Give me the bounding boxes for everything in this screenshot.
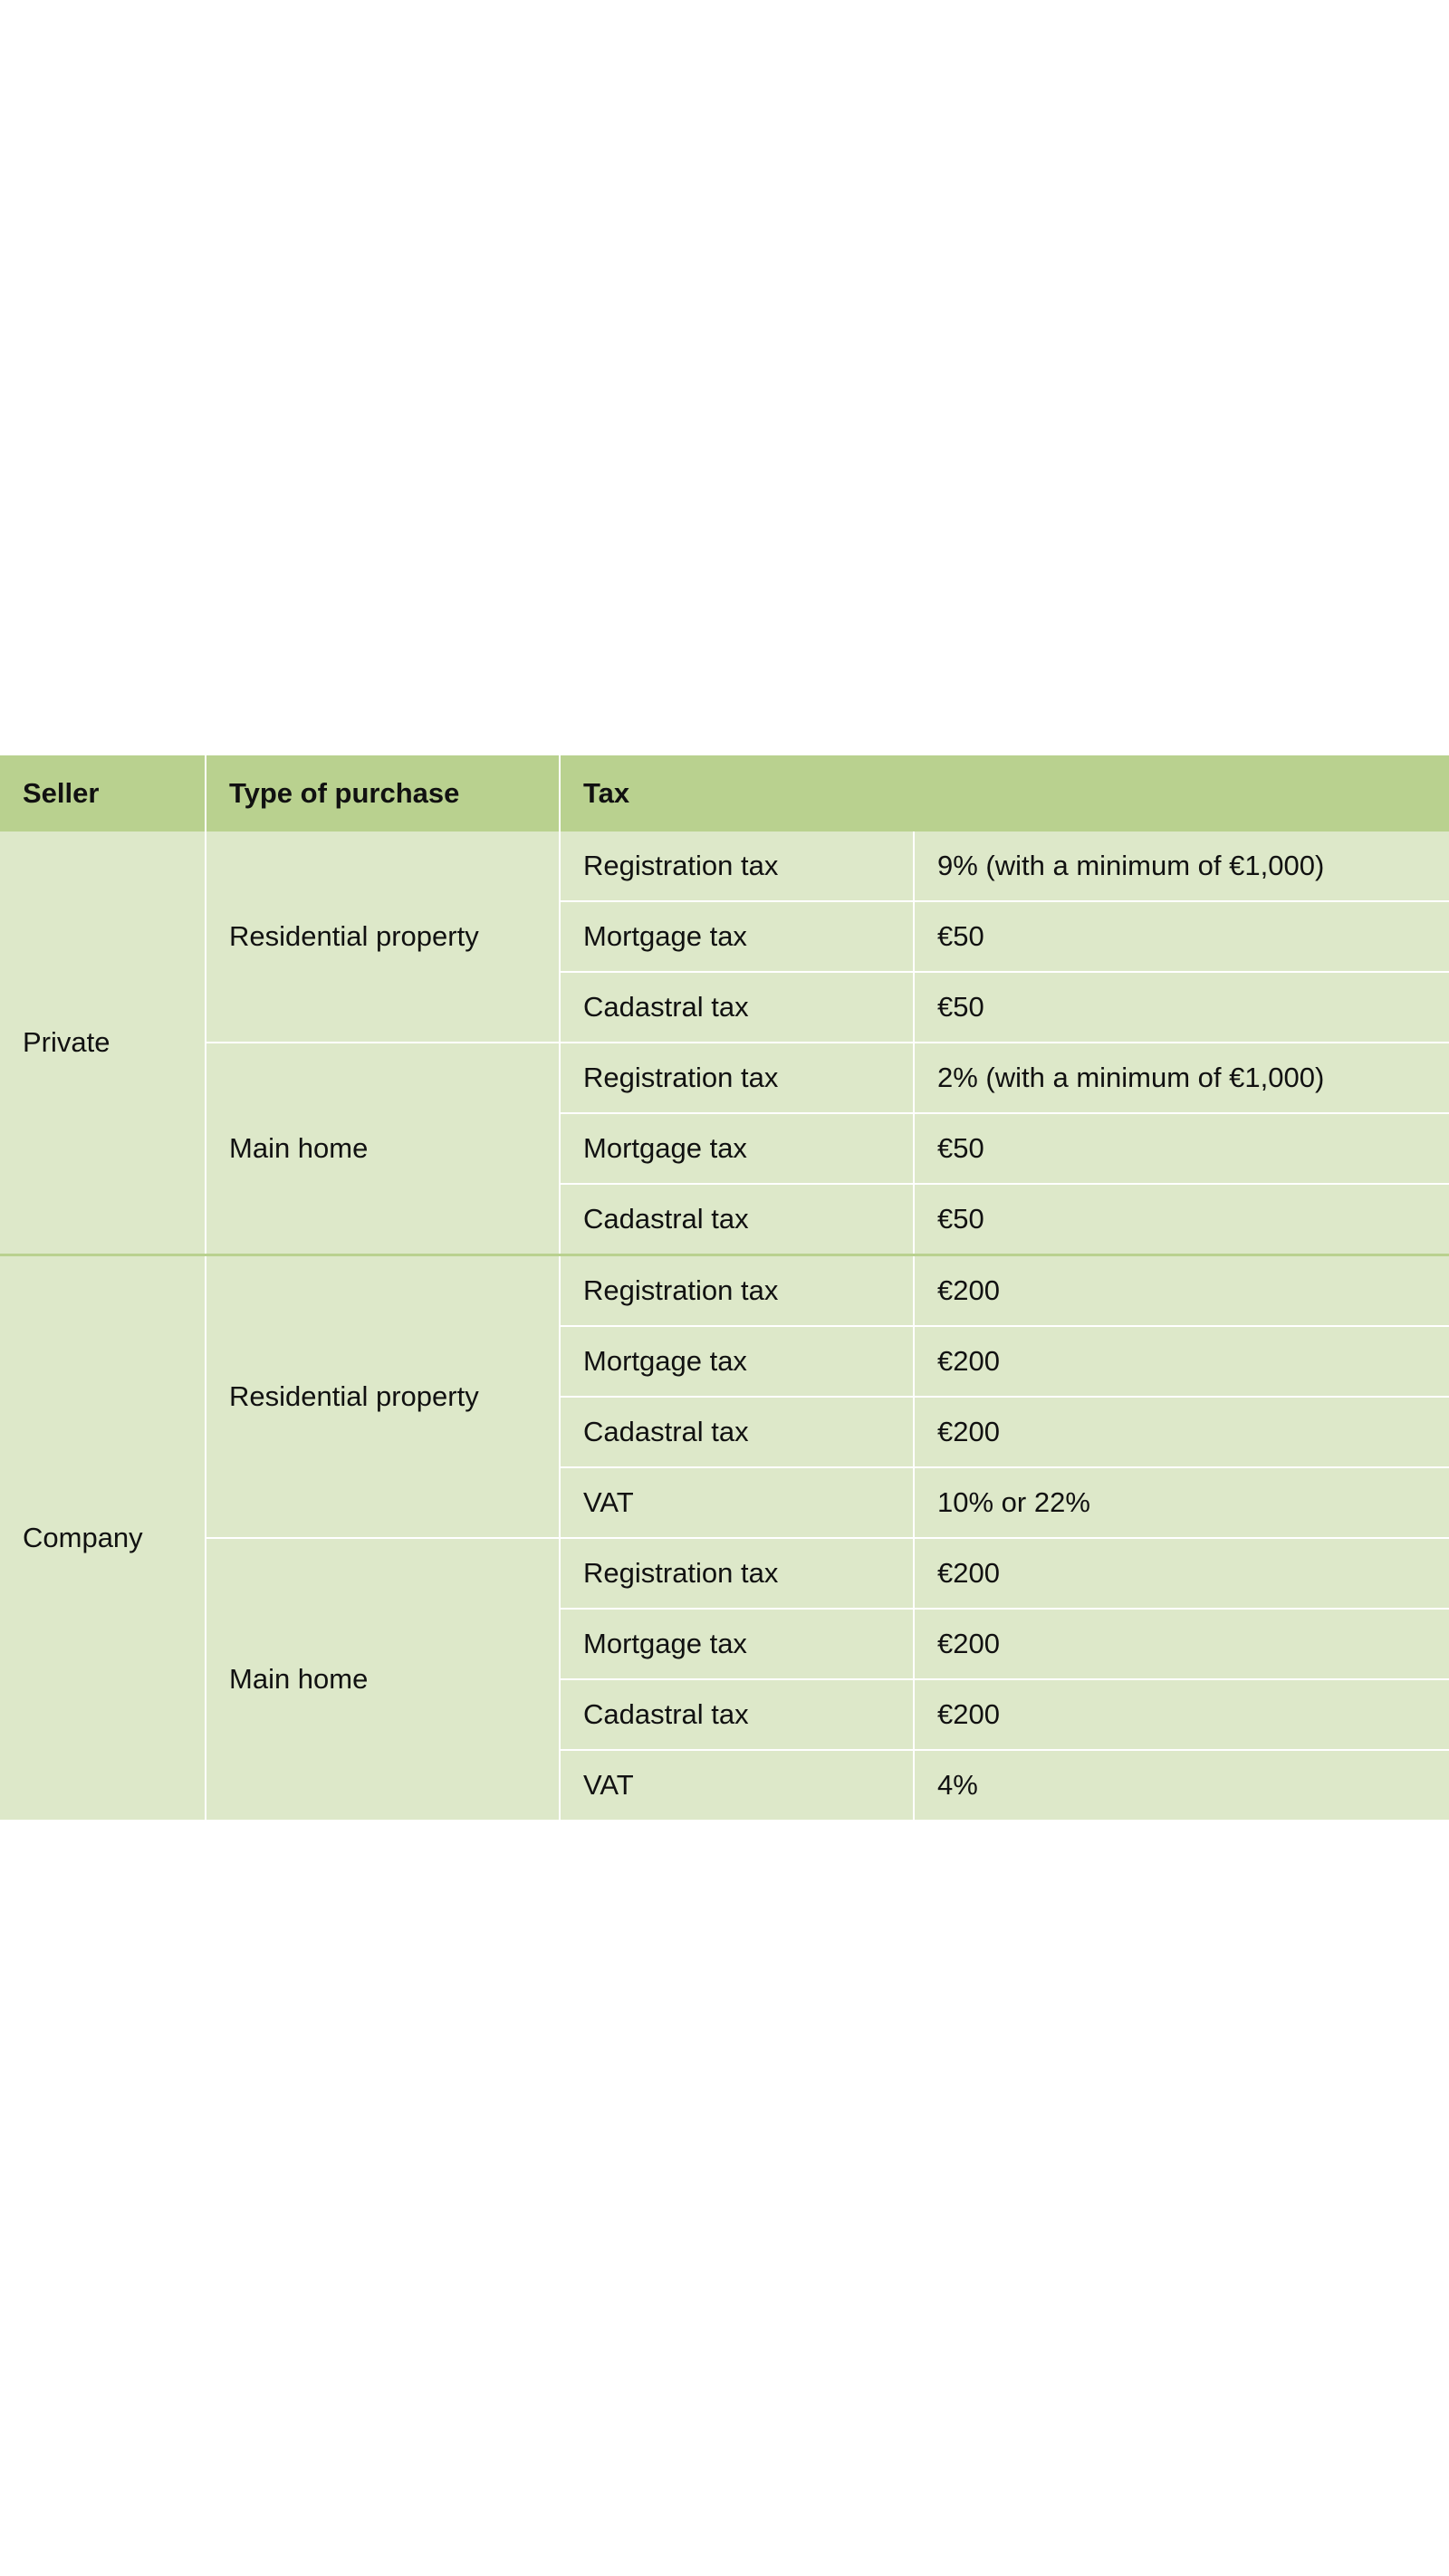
purchase-type-cell: Residential property bbox=[206, 831, 560, 1043]
tax-name-cell: Registration tax bbox=[560, 1255, 914, 1327]
header-tax: Tax bbox=[560, 755, 1449, 831]
tax-table-container bbox=[0, 755, 1449, 1820]
tax-value-cell: €200 bbox=[914, 1679, 1449, 1750]
tax-value-cell: €200 bbox=[914, 1326, 1449, 1397]
purchase-type-cell: Main home bbox=[206, 1538, 560, 1820]
tax-value-cell: €200 bbox=[914, 1255, 1449, 1327]
tax-name-cell: Cadastral tax bbox=[560, 1679, 914, 1750]
tax-value-cell: €200 bbox=[914, 1609, 1449, 1679]
tax-table bbox=[0, 755, 1449, 1820]
tax-value-cell: €200 bbox=[914, 1397, 1449, 1467]
header-seller: Seller bbox=[0, 755, 206, 831]
tax-name-cell: Registration tax bbox=[560, 831, 914, 901]
tax-value-cell: €50 bbox=[914, 972, 1449, 1043]
tax-value-cell: €50 bbox=[914, 1184, 1449, 1255]
table-row bbox=[0, 831, 1449, 901]
seller-cell: Private bbox=[0, 831, 206, 1255]
tax-name-cell: Cadastral tax bbox=[560, 972, 914, 1043]
tax-value-cell: €50 bbox=[914, 1113, 1449, 1184]
tax-name-cell: VAT bbox=[560, 1750, 914, 1820]
purchase-type-cell: Residential property bbox=[206, 1255, 560, 1539]
tax-value-cell: 4% bbox=[914, 1750, 1449, 1820]
tax-value-cell: 2% (with a minimum of €1,000) bbox=[914, 1043, 1449, 1113]
table-row bbox=[0, 1043, 1449, 1113]
purchase-type-cell: Main home bbox=[206, 1043, 560, 1255]
tax-value-cell: €50 bbox=[914, 901, 1449, 972]
table-body bbox=[0, 831, 1449, 1820]
table-row bbox=[0, 1538, 1449, 1609]
tax-value-cell: €200 bbox=[914, 1538, 1449, 1609]
tax-name-cell: VAT bbox=[560, 1467, 914, 1538]
header-type-of-purchase: Type of purchase bbox=[206, 755, 560, 831]
tax-value-cell: 9% (with a minimum of €1,000) bbox=[914, 831, 1449, 901]
tax-name-cell: Cadastral tax bbox=[560, 1184, 914, 1255]
tax-name-cell: Registration tax bbox=[560, 1043, 914, 1113]
tax-name-cell: Registration tax bbox=[560, 1538, 914, 1609]
table-header bbox=[0, 755, 1449, 831]
tax-name-cell: Mortgage tax bbox=[560, 1113, 914, 1184]
header-row bbox=[0, 755, 1449, 831]
table-row bbox=[0, 1255, 1449, 1327]
tax-name-cell: Mortgage tax bbox=[560, 1326, 914, 1397]
tax-name-cell: Mortgage tax bbox=[560, 1609, 914, 1679]
seller-cell: Company bbox=[0, 1255, 206, 1821]
tax-value-cell: 10% or 22% bbox=[914, 1467, 1449, 1538]
tax-name-cell: Cadastral tax bbox=[560, 1397, 914, 1467]
tax-name-cell: Mortgage tax bbox=[560, 901, 914, 972]
